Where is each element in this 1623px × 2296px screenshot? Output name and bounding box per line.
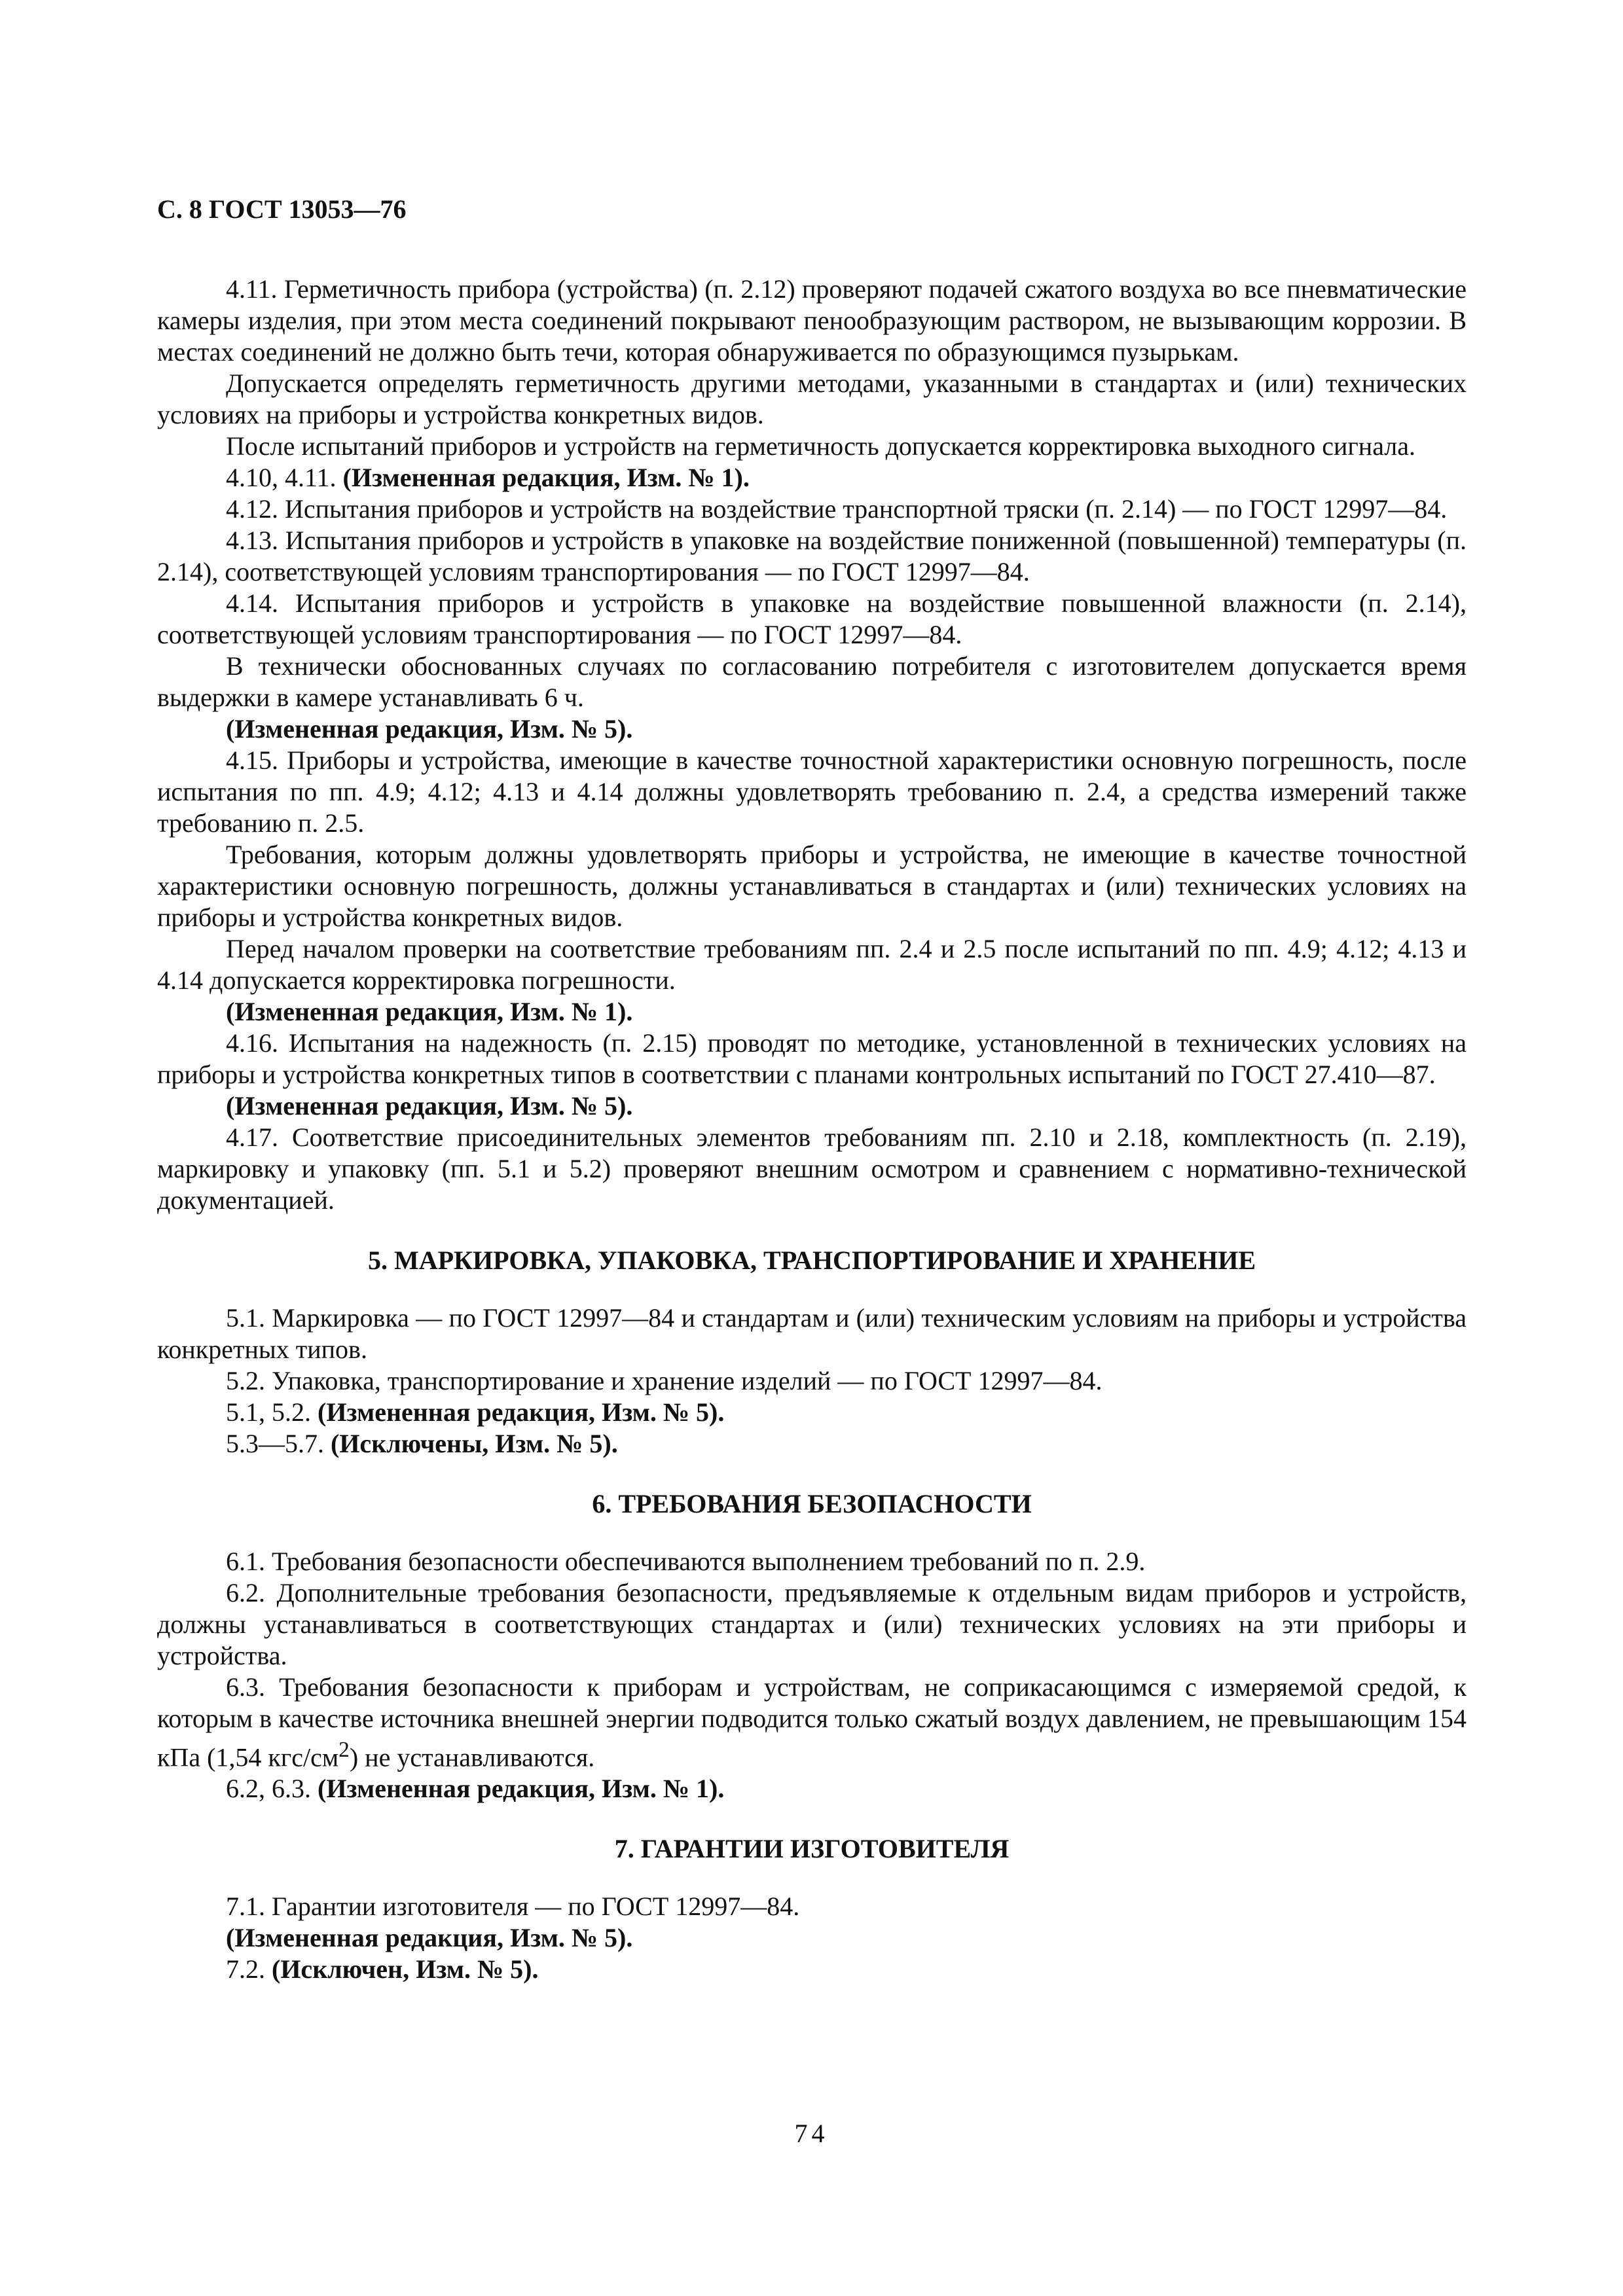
clause-4-15-requirements: Требования, которым должны удовлетворять приборы и устройства, не имеющие в качестве точностной характеристики основную погрешность, должны устанавливаться в стандартах и (или) технических условиях на приборы и устройства конкретных видов. bbox=[157, 840, 1467, 932]
amendment-6-2-6-3 bbox=[157, 1773, 1467, 1804]
clause-4-14: 4.14. Испытания приборов и устройств в упаковке на воздействие повышенной влажности (п. 2.14), соответствующей условиям транспортирования — по ГОСТ 12997—84. bbox=[157, 588, 1467, 649]
page-number: 74 bbox=[794, 2119, 829, 2148]
amendment-note: (Измененная редакция, Изм. № 1). bbox=[342, 463, 750, 492]
clause-5-1: 5.1. Маркировка — по ГОСТ 12997—84 и стандартам и (или) техническим условиям на приборы и устройства конкретных типов. bbox=[157, 1303, 1467, 1364]
superscript: 2 bbox=[338, 1738, 350, 1762]
clause-4-14-exposure: В технически обоснованных случаях по согласованию потребителя с изготовителем допускается время выдержки в камере устанавливать 6 ч. bbox=[157, 651, 1467, 712]
clause-4-11-alt-methods: Допускается определять герметичность другими методами, указанными в стандартах и (или) технических условиях на приборы и устройства конкретных видов. bbox=[157, 368, 1467, 429]
clause-6-2: 6.2. Дополнительные требования безопасности, предъявляемые к отдельным видам приборов и устройств, должны устанавливаться в соответствующих стандартах и (или) технических условиях на эти приборы и устройства. bbox=[157, 1578, 1467, 1670]
amendment-note: (Измененная редакция, Изм. № 5). bbox=[226, 1923, 633, 1953]
clause-4-15: 4.15. Приборы и устройства, имеющие в качестве точностной характеристики основную погрешность, после испытания по пп. 4.9; 4.12; 4.13 и 4.14 должны удовлетворять требованию п. 2.4, а средства измерений также требованию п. 2.5. bbox=[157, 745, 1467, 838]
section-heading-7: 7. ГАРАНТИИ ИЗГОТОВИТЕЛЯ bbox=[614, 1834, 1010, 1864]
amendment-4-10-4-11 bbox=[157, 462, 1467, 493]
amendment-5-1-5-2 bbox=[157, 1397, 1467, 1428]
clause-5-2: 5.2. Упаковка, транспортирование и хранение изделий — по ГОСТ 12997—84. bbox=[226, 1366, 1103, 1395]
clause-4-13: 4.13. Испытания приборов и устройств в упаковке на воздействие пониженной (повышенной) температуры (п. 2.14), соответствующей условиям транспортирования — по ГОСТ 12997—84. bbox=[157, 526, 1467, 586]
amendment-note: (Измененная редакция, Изм. № 1). bbox=[226, 997, 633, 1026]
clause-7-1: 7.1. Гарантии изготовителя — по ГОСТ 12997—84. bbox=[226, 1892, 800, 1922]
clause-7-2 bbox=[157, 1954, 1467, 1985]
amendment-ref: 5.3—5.7. bbox=[226, 1429, 331, 1458]
amendment-note: (Измененная редакция, Изм. № 1). bbox=[318, 1774, 725, 1804]
clause-6-1: 6.1. Требования безопасности обеспечиваются выполнением требований по п. 2.9. bbox=[226, 1547, 1146, 1576]
section-heading-5: 5. МАРКИРОВКА, УПАКОВКА, ТРАНСПОРТИРОВАНИЕ И ХРАНЕНИЕ bbox=[367, 1246, 1256, 1275]
amendment-ref: 7.2. bbox=[226, 1954, 272, 1984]
clause-4-16: 4.16. Испытания на надежность (п. 2.15) проводят по методике, установленной в технических условиях на приборы и устройства конкретных типов в соответствии с планами контрольных испытаний по ГОСТ 27.410—87. bbox=[157, 1028, 1467, 1089]
clause-5-3-5-7 bbox=[157, 1428, 1467, 1460]
page-header: С. 8 ГОСТ 13053—76 bbox=[157, 194, 407, 224]
amendment-ref: 6.2, 6.3. bbox=[226, 1774, 318, 1804]
clause-6-3 bbox=[157, 1672, 1467, 1773]
amendment-note: (Измененная редакция, Изм. № 5). bbox=[226, 1091, 633, 1121]
amendment-note: (Исключены, Изм. № 5). bbox=[331, 1429, 618, 1458]
document-body bbox=[157, 274, 1467, 1985]
clause-6-3-text: 6.3. Требования безопасности к приборам и устройствам, не соприкасающимся с измеряемой средой, к которым в качестве источника внешней энергии подводится только сжатый воздух давлением, не превышающим 154 кПа (1,54 кгс/см bbox=[157, 1672, 1467, 1772]
amendment-ref: 4.10, 4.11. bbox=[226, 463, 343, 492]
clause-4-15-correction: Перед началом проверки на соответствие требованиям пп. 2.4 и 2.5 после испытаний по пп. 4.9; 4.12; 4.13 и 4.14 допускается корректировка погрешности. bbox=[157, 934, 1467, 995]
clause-6-3-end: ) не устанавливаются. bbox=[349, 1742, 595, 1772]
clause-4-11: 4.11. Герметичность прибора (устройства) (п. 2.12) проверяют подачей сжатого воздуха во все пневматические камеры изделия, при этом места соединений покрывают пенообразующим раствором, не вызывающим коррозии. В местах соединений не должно быть течи, которая обнаруживается по образующимся пузырькам. bbox=[157, 274, 1467, 367]
clause-4-11-correction: После испытаний приборов и устройств на герметичность допускается корректировка выходного сигнала. bbox=[226, 431, 1416, 461]
amendment-note: (Измененная редакция, Изм. № 5). bbox=[226, 714, 633, 744]
amendment-note: (Исключен, Изм. № 5). bbox=[272, 1954, 539, 1984]
amendment-note: (Измененная редакция, Изм. № 5). bbox=[318, 1397, 725, 1427]
clause-4-12: 4.12. Испытания приборов и устройств на воздействие транспортной тряски (п. 2.14) — по ГОСТ 12997—84. bbox=[226, 494, 1448, 524]
clause-4-17: 4.17. Соответствие присоединительных элементов требованиям пп. 2.10 и 2.18, комплектность (п. 2.19), маркировку и упаковку (пп. 5.1 и 5.2) проверяют внешним осмотром и сравнением с нормативно-технической документацией. bbox=[157, 1122, 1467, 1215]
amendment-ref: 5.1, 5.2. bbox=[226, 1397, 318, 1427]
section-heading-6: 6. ТРЕБОВАНИЯ БЕЗОПАСНОСТИ bbox=[592, 1489, 1032, 1518]
